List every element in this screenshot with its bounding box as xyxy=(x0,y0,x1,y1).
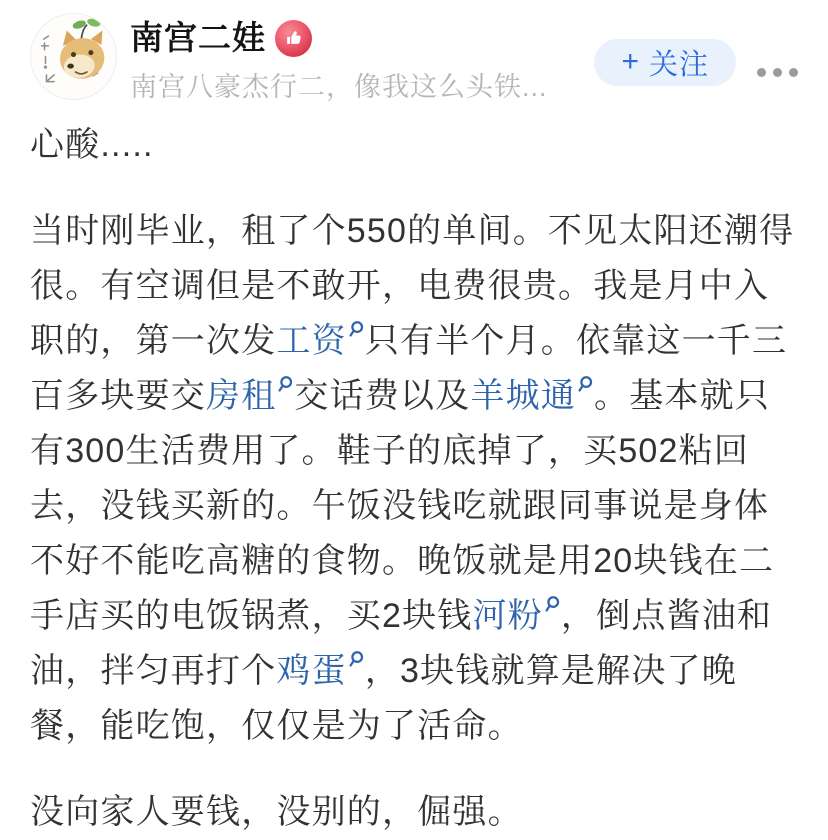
follow-button[interactable] xyxy=(594,39,736,86)
search-icon xyxy=(348,650,364,669)
search-keyword-link[interactable]: 羊城通 xyxy=(470,377,594,415)
search-icon xyxy=(277,375,293,394)
doge-avatar-image xyxy=(31,14,116,99)
post-text-segment: ，倒点酱油和油，拌匀再打个 xyxy=(30,597,773,690)
follow-button-label: 关注 xyxy=(648,49,709,81)
username[interactable]: 南宫二娃 xyxy=(130,19,266,57)
post-paragraph xyxy=(30,204,802,754)
search-icon xyxy=(544,595,560,614)
more-options-button[interactable] xyxy=(753,57,802,87)
avatar[interactable] xyxy=(30,13,117,100)
post-text-segment: 。基本就只有300生活费用了。鞋子的底掉了，买502粘回去，没钱买新的。午饭没钱吃就跟同事说是身体不好不能吃高糖的食物。晚饭就是用20块钱在二手店买的电饭锅煮，买2块钱 xyxy=(30,377,775,635)
post-text-segment: 当时刚毕业，租了个550的单间。不见太阳还潮得很。有空调但是不敢开，电费很贵。我是月中入职的，第一次发 xyxy=(30,212,795,360)
post-header xyxy=(0,0,828,104)
header-text xyxy=(117,13,594,104)
thumbs-up-badge-icon xyxy=(275,20,312,57)
user-bio: 南宫八豪杰行二，像我这么头铁... xyxy=(130,72,548,102)
search-keyword-link[interactable]: 河粉 xyxy=(473,597,561,635)
post-paragraph xyxy=(30,118,802,173)
plus-icon: + xyxy=(621,44,640,78)
ellipsis-icon xyxy=(789,68,798,77)
search-keyword-link[interactable]: 房租 xyxy=(206,377,294,415)
search-keyword-link[interactable]: 鸡蛋 xyxy=(276,652,364,690)
post-text-segment: 交话费以及 xyxy=(294,377,471,415)
search-keyword-link[interactable]: 工资 xyxy=(276,322,364,360)
post-text-segment: 只有半个月。依靠这一千三百多块要交 xyxy=(30,322,788,415)
post-paragraph xyxy=(30,785,802,840)
ellipsis-icon xyxy=(757,68,766,77)
ellipsis-icon xyxy=(773,68,782,77)
search-icon xyxy=(348,320,364,339)
post-body xyxy=(0,104,828,840)
post-text-segment: 没向家人要钱，没别的，倔强。 xyxy=(30,793,523,831)
search-icon xyxy=(577,375,593,394)
name-row xyxy=(130,20,594,57)
post-text-segment: 心酸..... xyxy=(30,126,154,164)
post-text-segment: ，3块钱就算是解决了晚餐，能吃饱，仅仅是为了活命。 xyxy=(30,652,737,745)
